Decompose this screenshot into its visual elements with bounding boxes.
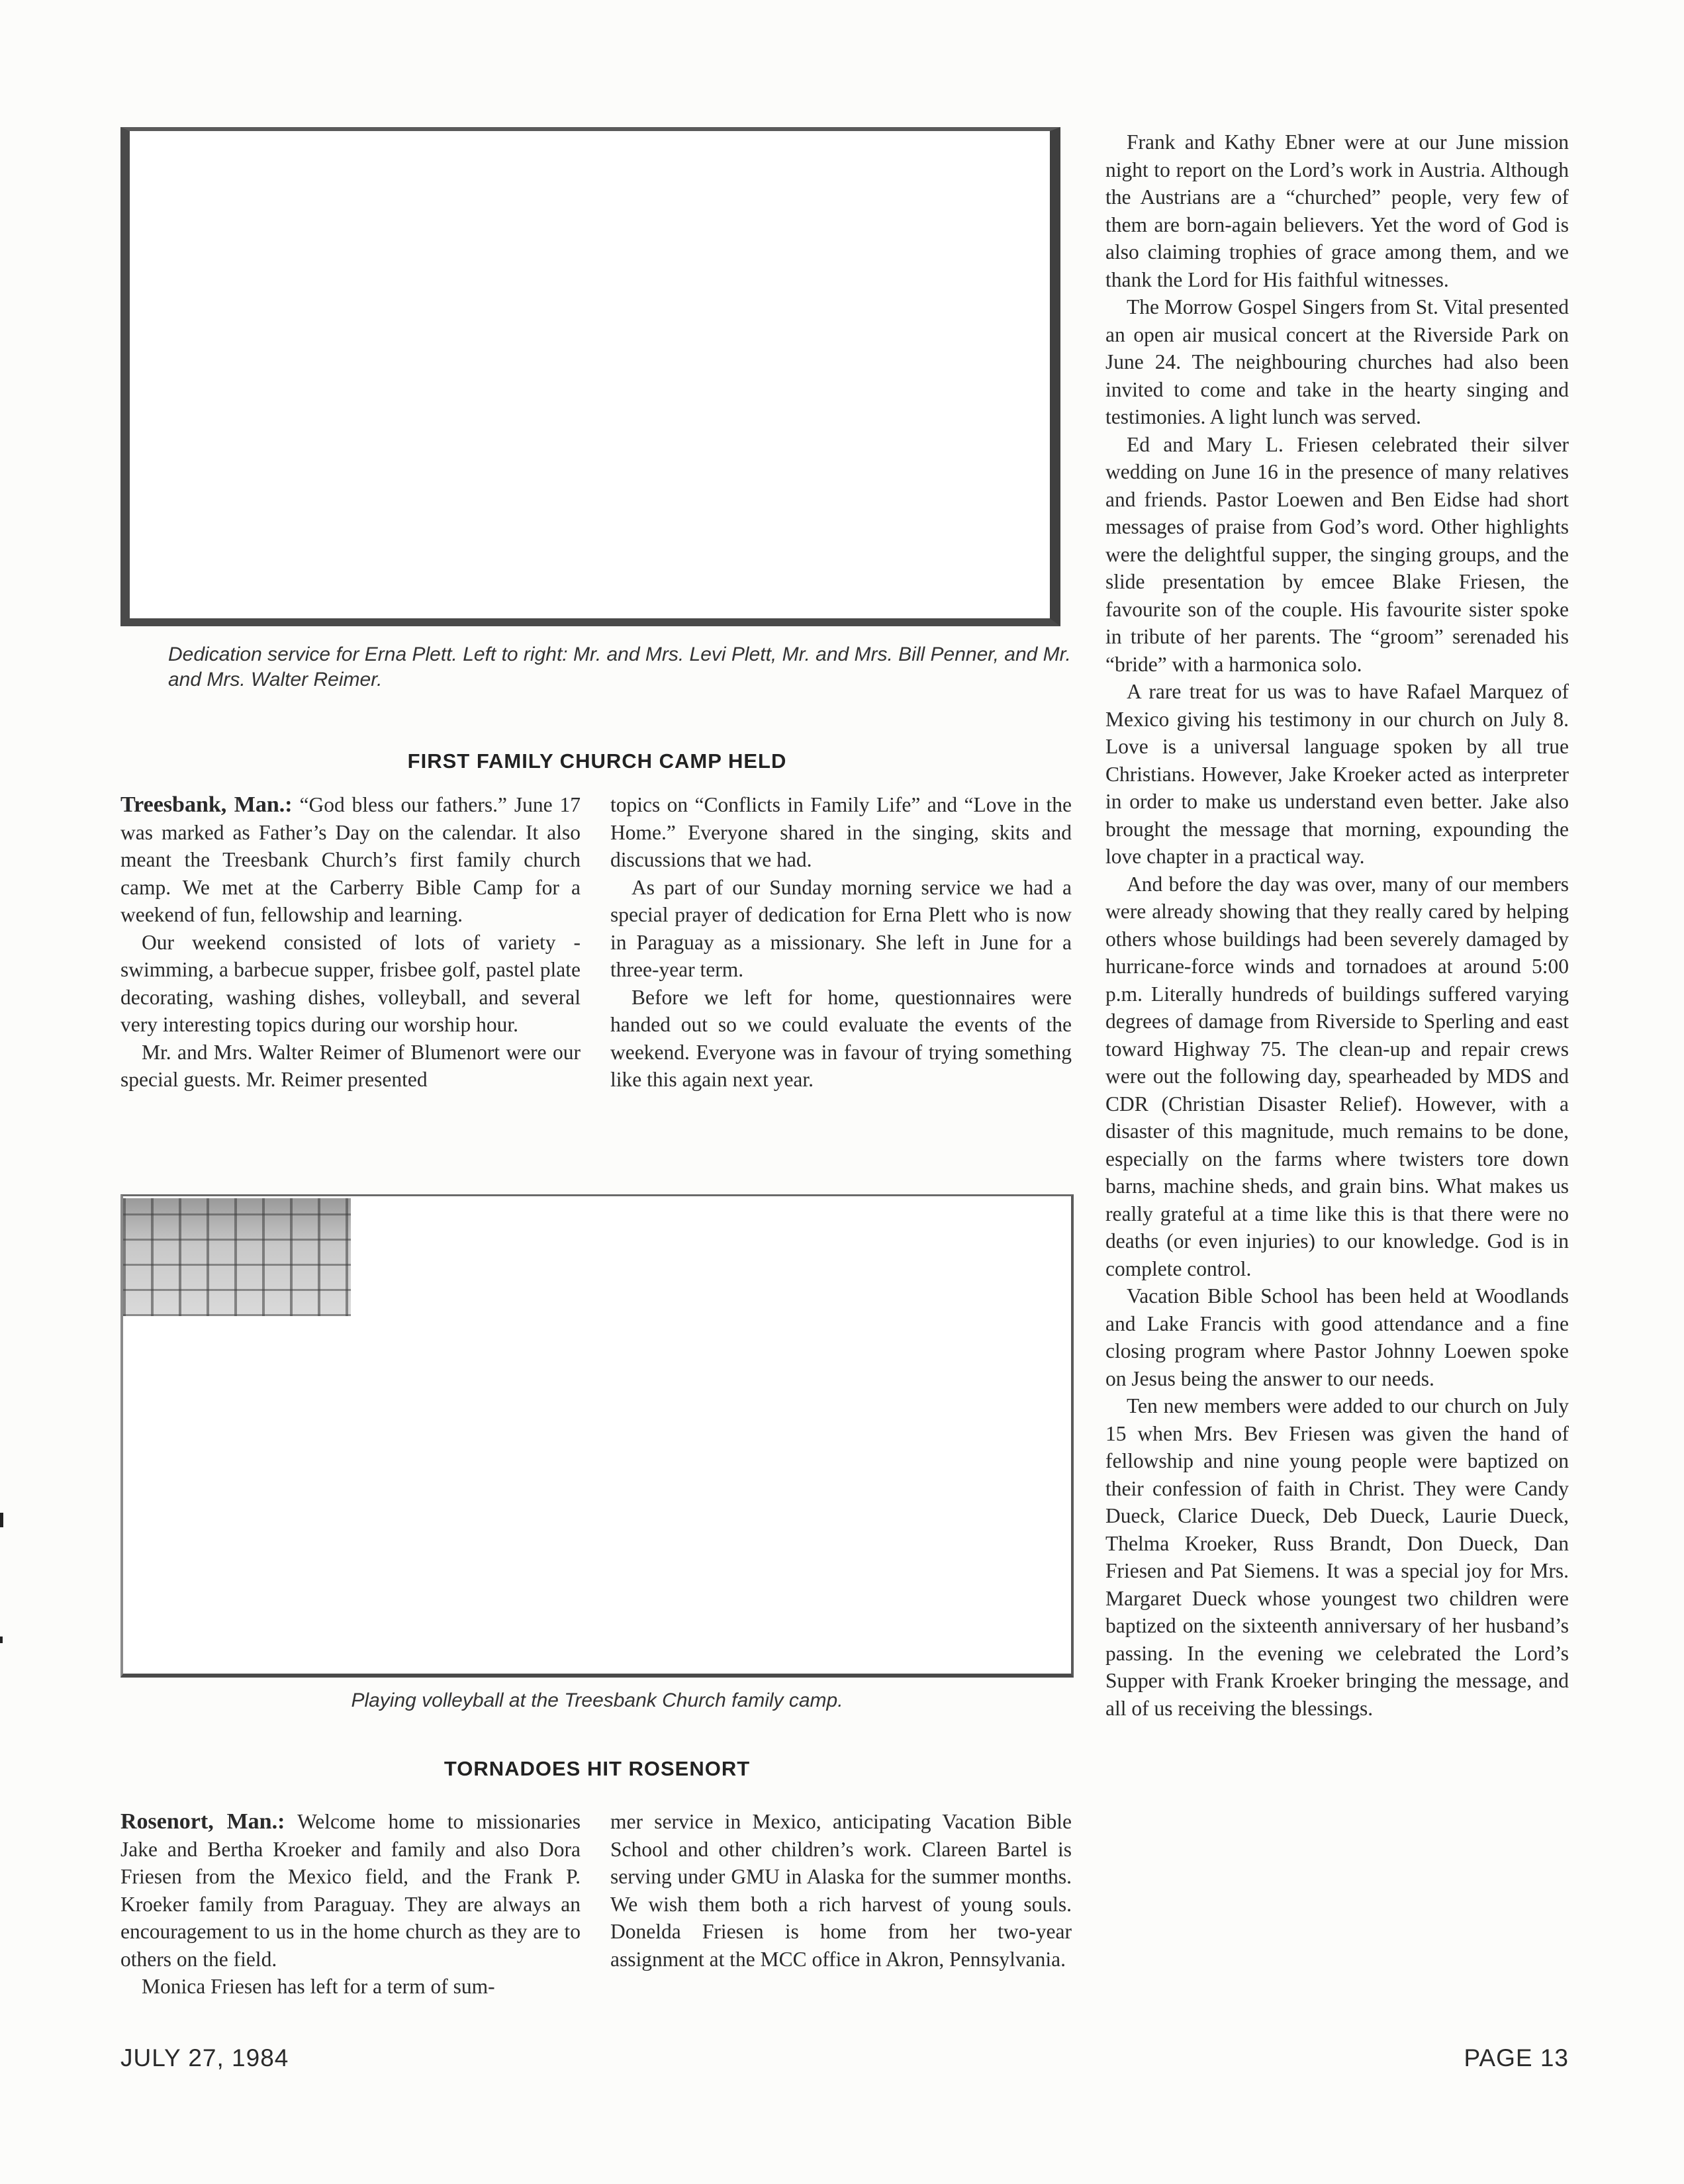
article2-column-1 bbox=[120, 1808, 581, 2001]
dedication-photo bbox=[120, 127, 1060, 626]
article1-col2-para-1: topics on “Conflicts in Family Life” and “Love in the Home.” Everyone shared in the singing, skits and discussions that we had. bbox=[610, 793, 1072, 871]
right-para-5: And before the day was over, many of our members were already showing that they really cared by helping others whose buildings had been severely damaged by hurricane-force winds and tornadoes at around 5:00 p.m. Literally hundreds of buildings suffered varying degrees of damage from Riverside to Sperling and east toward Highway 75. The clean-up and repair crews were out the following day, spearheaded by MDS and CDR (Christian Disaster Relief). However, with a disaster of this magnitude, much remains to be done, especially on the farms where twisters tore down barns, machine sheds, and grain bins. What makes us really grateful at a time like this is that there were no deaths (or even injuries) to our knowledge. God is in complete control. bbox=[1105, 872, 1569, 1280]
article1-dateline: Treesbank, Man.: bbox=[120, 792, 293, 817]
article2-headline: TORNADOES HIT ROSENORT bbox=[444, 1757, 751, 1780]
article1-col1-para-2: Our weekend consisted of lots of variety - swimming, a barbecue supper, frisbee golf, pastel plate decorating, washing dishes, volleyball, and several very interesting topics during our worship hour. bbox=[120, 930, 581, 1036]
footer-page-number: PAGE 13 bbox=[1464, 2044, 1569, 2071]
right-para-6: Vacation Bible School has been held at Woodlands and Lake Francis with good attendance and a fine closing program where Pastor Johnny Loewen spoke on Jesus being the answer to our needs. bbox=[1105, 1284, 1569, 1390]
dedication-photo-caption: Dedication service for Erna Plett. Left to right: Mr. and Mrs. Levi Plett, Mr. and Mrs. Bill Penner, and Mr. and Mrs. Walter Reimer. bbox=[168, 643, 1071, 690]
volleyball-net-image bbox=[123, 1198, 351, 1316]
right-para-3: Ed and Mary L. Friesen celebrated their silver wedding on June 16 in the presence of many relatives and friends. Pastor Loewen and Ben Eidse had short messages of praise from God’s word. Other highlights were the delightful supper, the singing groups, and the slide presentation by emcee Blake Friesen, the favourite son of the couple. His favourite sister spoke in tribute of her parents. The “groom” serenaded his “bride” with a harmonica solo. bbox=[1105, 432, 1569, 676]
article1-col2-para-2: As part of our Sunday morning service we had a special prayer of dedication for Erna Plett who is now in Paraguay as a missionary. She left in June for a three-year term. bbox=[610, 875, 1072, 981]
right-para-1: Frank and Kathy Ebner were at our June mission night to report on the Lord’s work in Austria. Although the Austrians are a “churched” people, very few of them are born-again believers. Yet the word of God is also claiming trophies of grace among them, and we thank the Lord for His faithful witnesses. bbox=[1105, 130, 1569, 291]
binding-mark bbox=[0, 1637, 3, 1643]
article1-col1-para-3: Mr. and Mrs. Walter Reimer of Blumenort were our special guests. Mr. Reimer presented bbox=[120, 1040, 581, 1091]
footer-date: JULY 27, 1984 bbox=[120, 2044, 289, 2071]
right-para-7: Ten new members were added to our church on July 15 when Mrs. Bev Friesen was given the hand of fellowship and nine young people were baptized on their confession of faith in Christ. They were Candy Dueck, Clarice Dueck, Deb Dueck, Laurie Dueck, Thelma Kroeker, Russ Brandt, Don Dueck, Dan Friesen and Pat Siemens. It was a special joy for Mrs. Margaret Dueck whose youngest two children were baptized on the sixteenth anniversary of her husband’s passing. In the evening we celebrated the Lord’s Supper with Frank Kroeker bringing the message, and all of us receiving the blessings. bbox=[1105, 1394, 1569, 1720]
right-column-news bbox=[1105, 128, 1569, 1722]
article1-col1-para-1: Treesbank, Man.: “God bless our fathers.” June 17 was marked as Father’s Day on the calendar. It also meant the Treesbank Church’s first family church camp. We met at the Carberry Bible Camp for a weekend of fun, fellowship and learning. bbox=[120, 792, 581, 926]
binding-mark bbox=[0, 1513, 3, 1527]
right-para-2: The Morrow Gospel Singers from St. Vital presented an open air musical concert at the Riverside Park on June 24. The neighbouring churches had also been invited to come and take in the hearty singing and testimonies. A light lunch was served. bbox=[1105, 295, 1569, 428]
article1-column-2 bbox=[610, 791, 1072, 1094]
right-para-4: A rare treat for us was to have Rafael Marquez of Mexico giving his testimony in our church on July 8. Love is a universal language spoken by all true Christians. However, Jake Kroeker acted as interpreter in order to make us understand even better. Jake also brought the message that morning, expounding the love chapter in a practical way. bbox=[1105, 680, 1569, 868]
volleyball-photo-caption: Playing volleyball at the Treesbank Church family camp. bbox=[351, 1689, 843, 1711]
article2-col2-para-1: mer service in Mexico, anticipating Vacation Bible School and other children’s work. Clareen Bartel is serving under GMU in Alaska for the summer months. We wish them both a rich harvest of young souls. Donelda Friesen is home from her two-year assignment at the MCC office in Akron, Pennsylvania. bbox=[610, 1810, 1072, 1971]
article2-column-2 bbox=[610, 1808, 1072, 1973]
article2-col1-para-1: Rosenort, Man.: Welcome home to missionaries Jake and Bertha Kroeker and family and also Dora Friesen from the Mexico field, and the Frank P. Kroeker family from Paraguay. They are always an encouragement to us in the home church as they are to others on the field. bbox=[120, 1809, 581, 1971]
article1-col2-para-3: Before we left for home, questionnaires were handed out so we could evaluate the events of the weekend. Everyone was in favour of trying something like this again next year. bbox=[610, 985, 1072, 1091]
article1-headline: FIRST FAMILY CHURCH CAMP HELD bbox=[407, 749, 787, 773]
article1-column-1 bbox=[120, 791, 581, 1094]
article2-dateline: Rosenort, Man.: bbox=[120, 1809, 285, 1834]
article2-col1-para-2: Monica Friesen has left for a term of sum- bbox=[142, 1975, 495, 1998]
